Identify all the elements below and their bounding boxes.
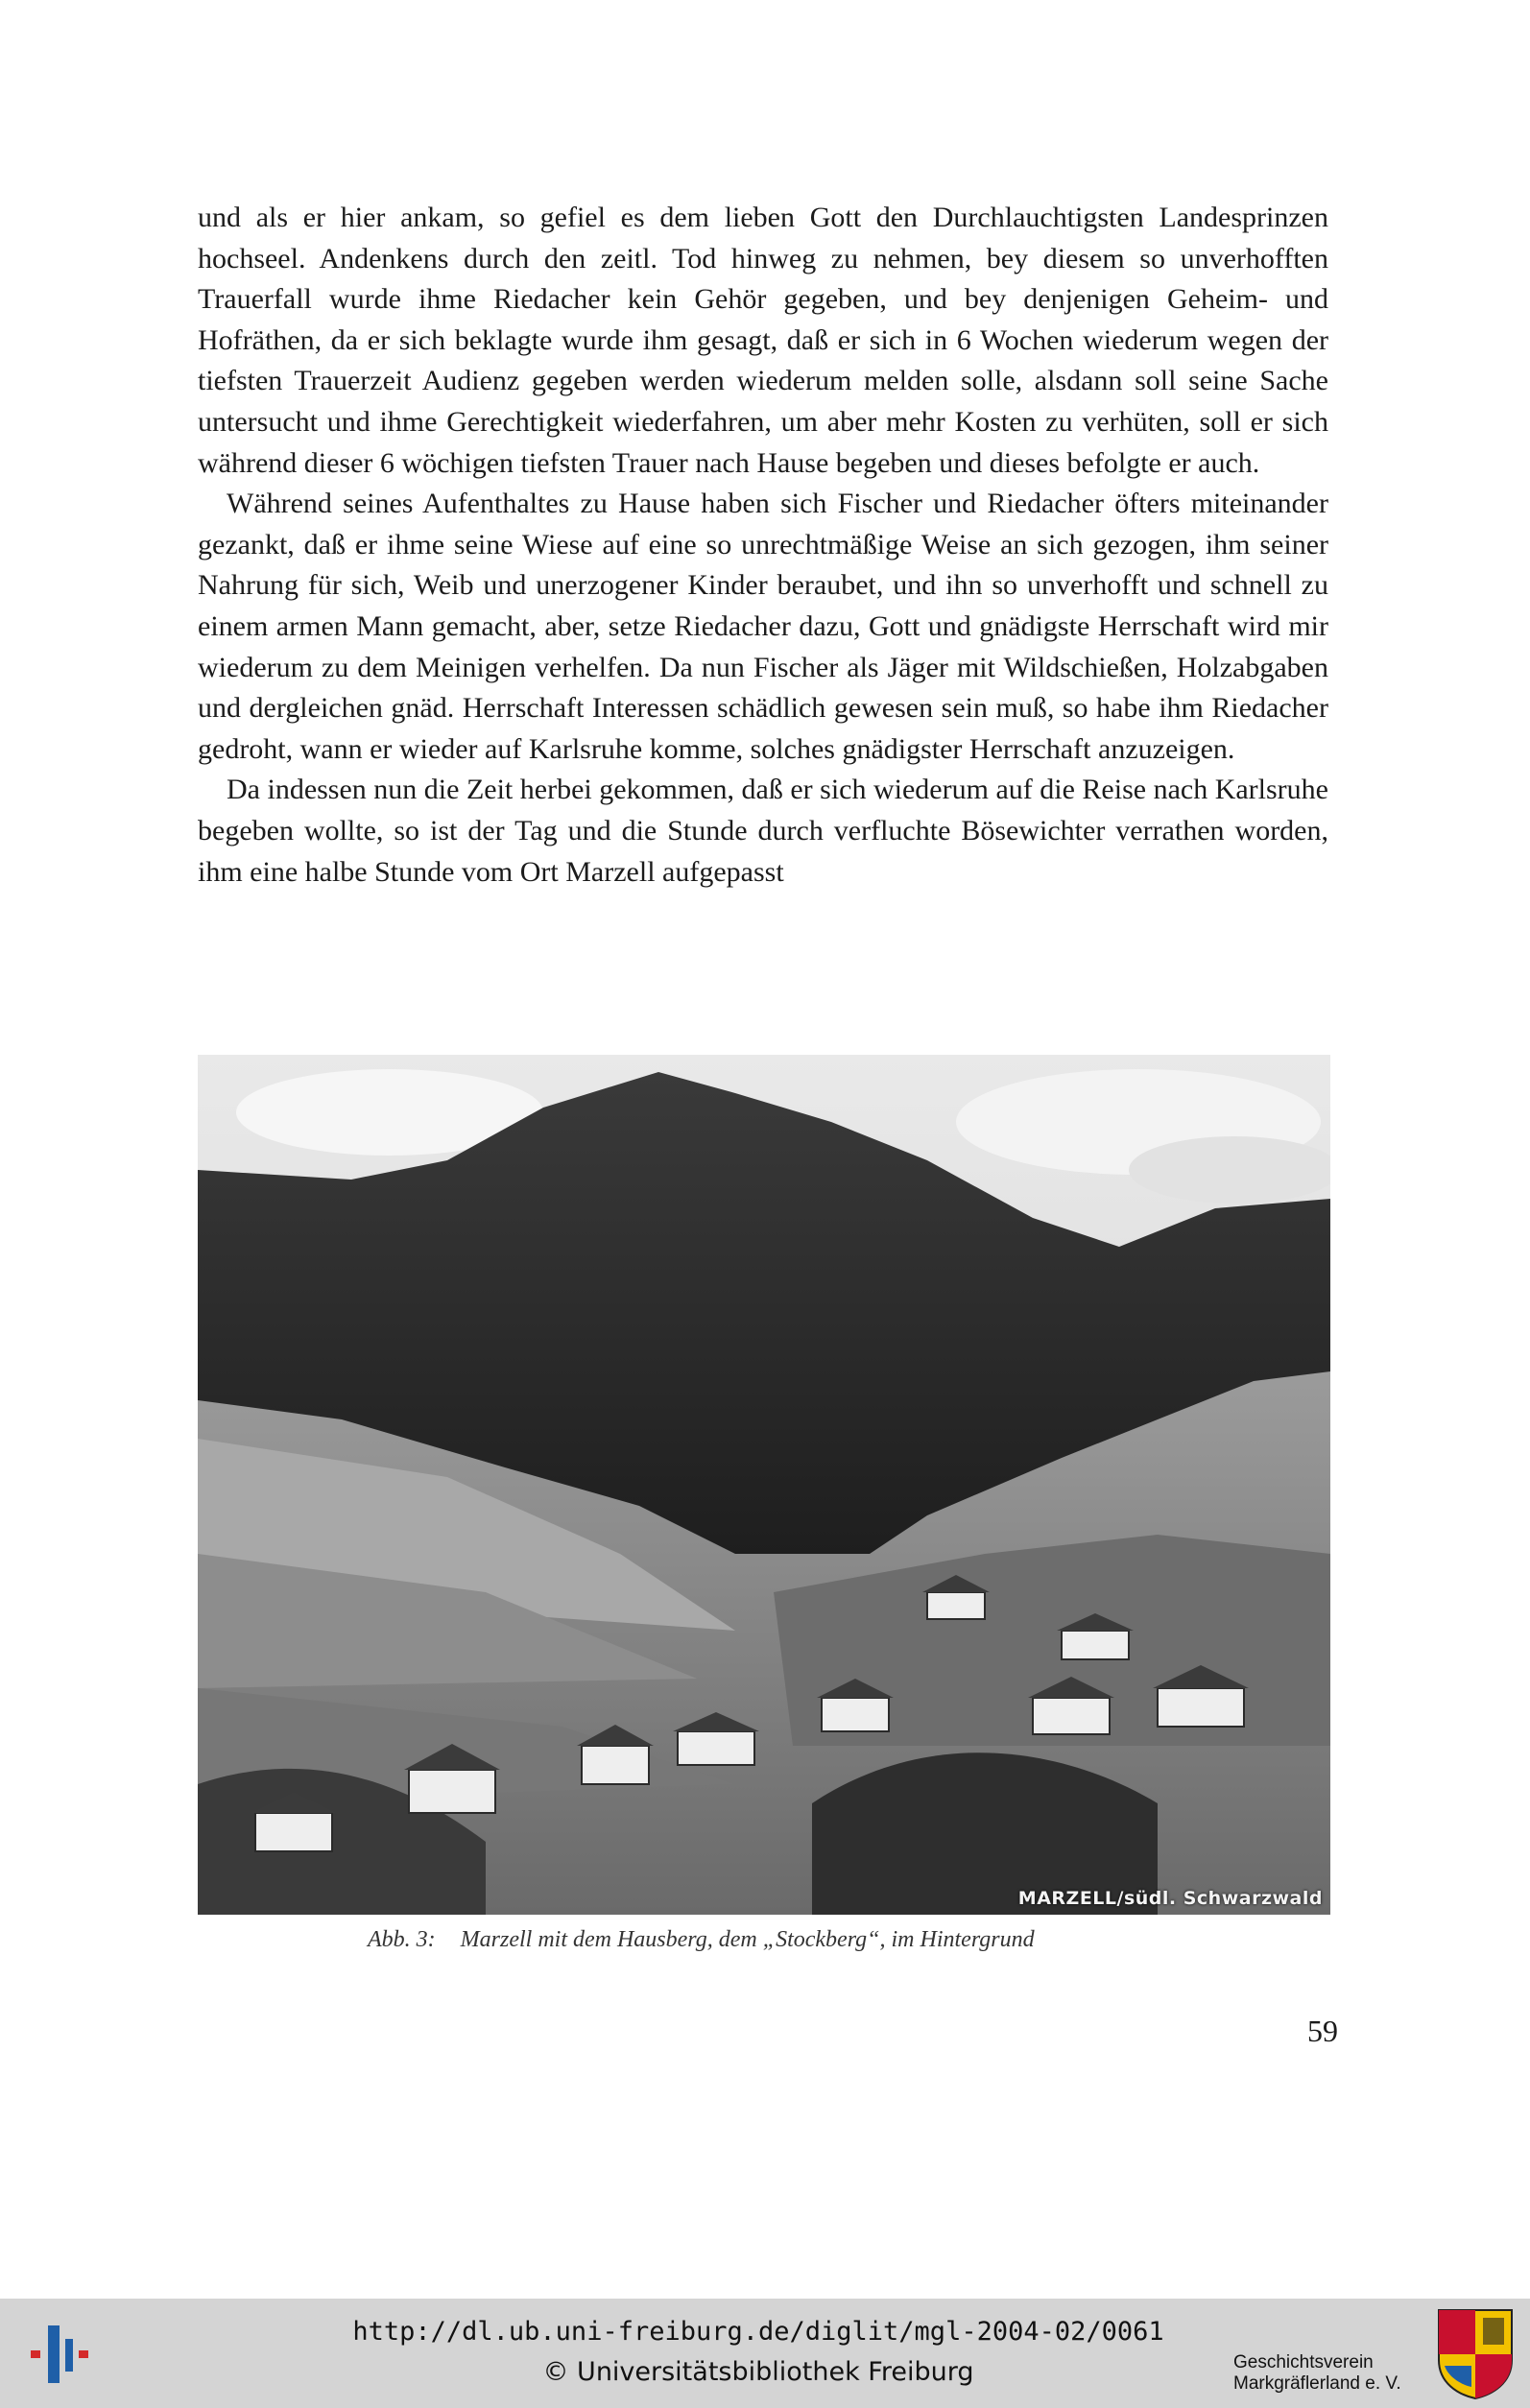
society-line-1: Geschichtsverein	[1233, 2352, 1374, 2372]
page-number: 59	[1307, 2014, 1338, 2048]
paragraph-1: und als er hier ankam, so gefiel es dem lieben Gott den Durchlauchtigsten Landesprinzen hochseel. Andenkens durch den zeitl. Tod hinweg zu nehmen, bey diesem so unverhofften Trauerfall wurde ihme Riedacher kein Gehör gegeben, und bey denjenigen Geheim- und Hofräthen, da er sich beklagte wurde ihm gesagt, daß er sich in 6 Wochen wiederum wegen der tiefsten Trauerzeit Audienz gegeben werden wiederum melden solle, alsdann soll seine Sache untersucht und ihme Gerechtigkeit wiederfahren, um aber mehr Kosten zu verhüten, soll er sich während dieser 6 wöchigen tiefsten Trauer nach Hause begeben und dieses befolgte er auch.	[198, 202, 1328, 479]
figure-caption	[368, 1927, 1193, 1953]
landscape-photo	[198, 1055, 1330, 1915]
coat-of-arms-icon	[1435, 2306, 1516, 2400]
caption-label: Abb. 3:	[368, 1927, 436, 1952]
photo-label: MARZELL/südl. Schwarzwald	[1017, 1888, 1323, 1909]
footer-copyright: © Universitätsbibliothek Freiburg	[542, 2357, 974, 2387]
village-landscape-image	[198, 1055, 1330, 1915]
paragraph-2: Während seines Aufenthaltes zu Hause haben sich Fischer und Riedacher öfters miteinander gezankt, daß er ihme seine Wiese auf eine so unrechtmäßige Weise an sich gezogen, ihm seiner Nahrung für sich, Weib und unerzogener Kinder beraubet, und ihn so unverhofft und schnell zu einem armen Mann gemacht, aber, setze Riedacher dazu, Gott und gnädigste Herrschaft wird mir wiederum zu dem Meinigen verhelfen. Da nun Fischer als Jäger mit Wildschießen, Holzabgaben und dergleichen gnäd. Herrschaft Interessen schädlich gewesen sein muß, so habe ihm Riedacher gedroht, wann er wieder auf Karlsruhe komme, solches gnädigster Herrschaft anzuzeigen.	[198, 488, 1328, 765]
society-name	[1233, 2352, 1401, 2395]
paragraph-3: Da indessen nun die Zeit herbei gekommen, daß er sich wiederum auf die Reise nach Karlsruhe begeben wollte, so ist der Tag und die Stunde durch verfluchte Bösewichter verrathen worden, ihm eine halbe Stunde vom Ort Marzell aufgepasst	[198, 774, 1328, 888]
society-line-2: Markgräflerland e. V.	[1233, 2373, 1401, 2394]
footer-url-link[interactable]: http://dl.ub.uni-freiburg.de/diglit/mgl-2004-02/0061	[352, 2317, 1164, 2347]
ub-freiburg-logo-icon	[21, 2316, 98, 2393]
footer-bar	[0, 2299, 1530, 2408]
body-text	[198, 198, 1328, 893]
caption-text: Marzell mit dem Hausberg, dem „Stockberg“, im Hintergrund	[460, 1927, 1035, 1952]
